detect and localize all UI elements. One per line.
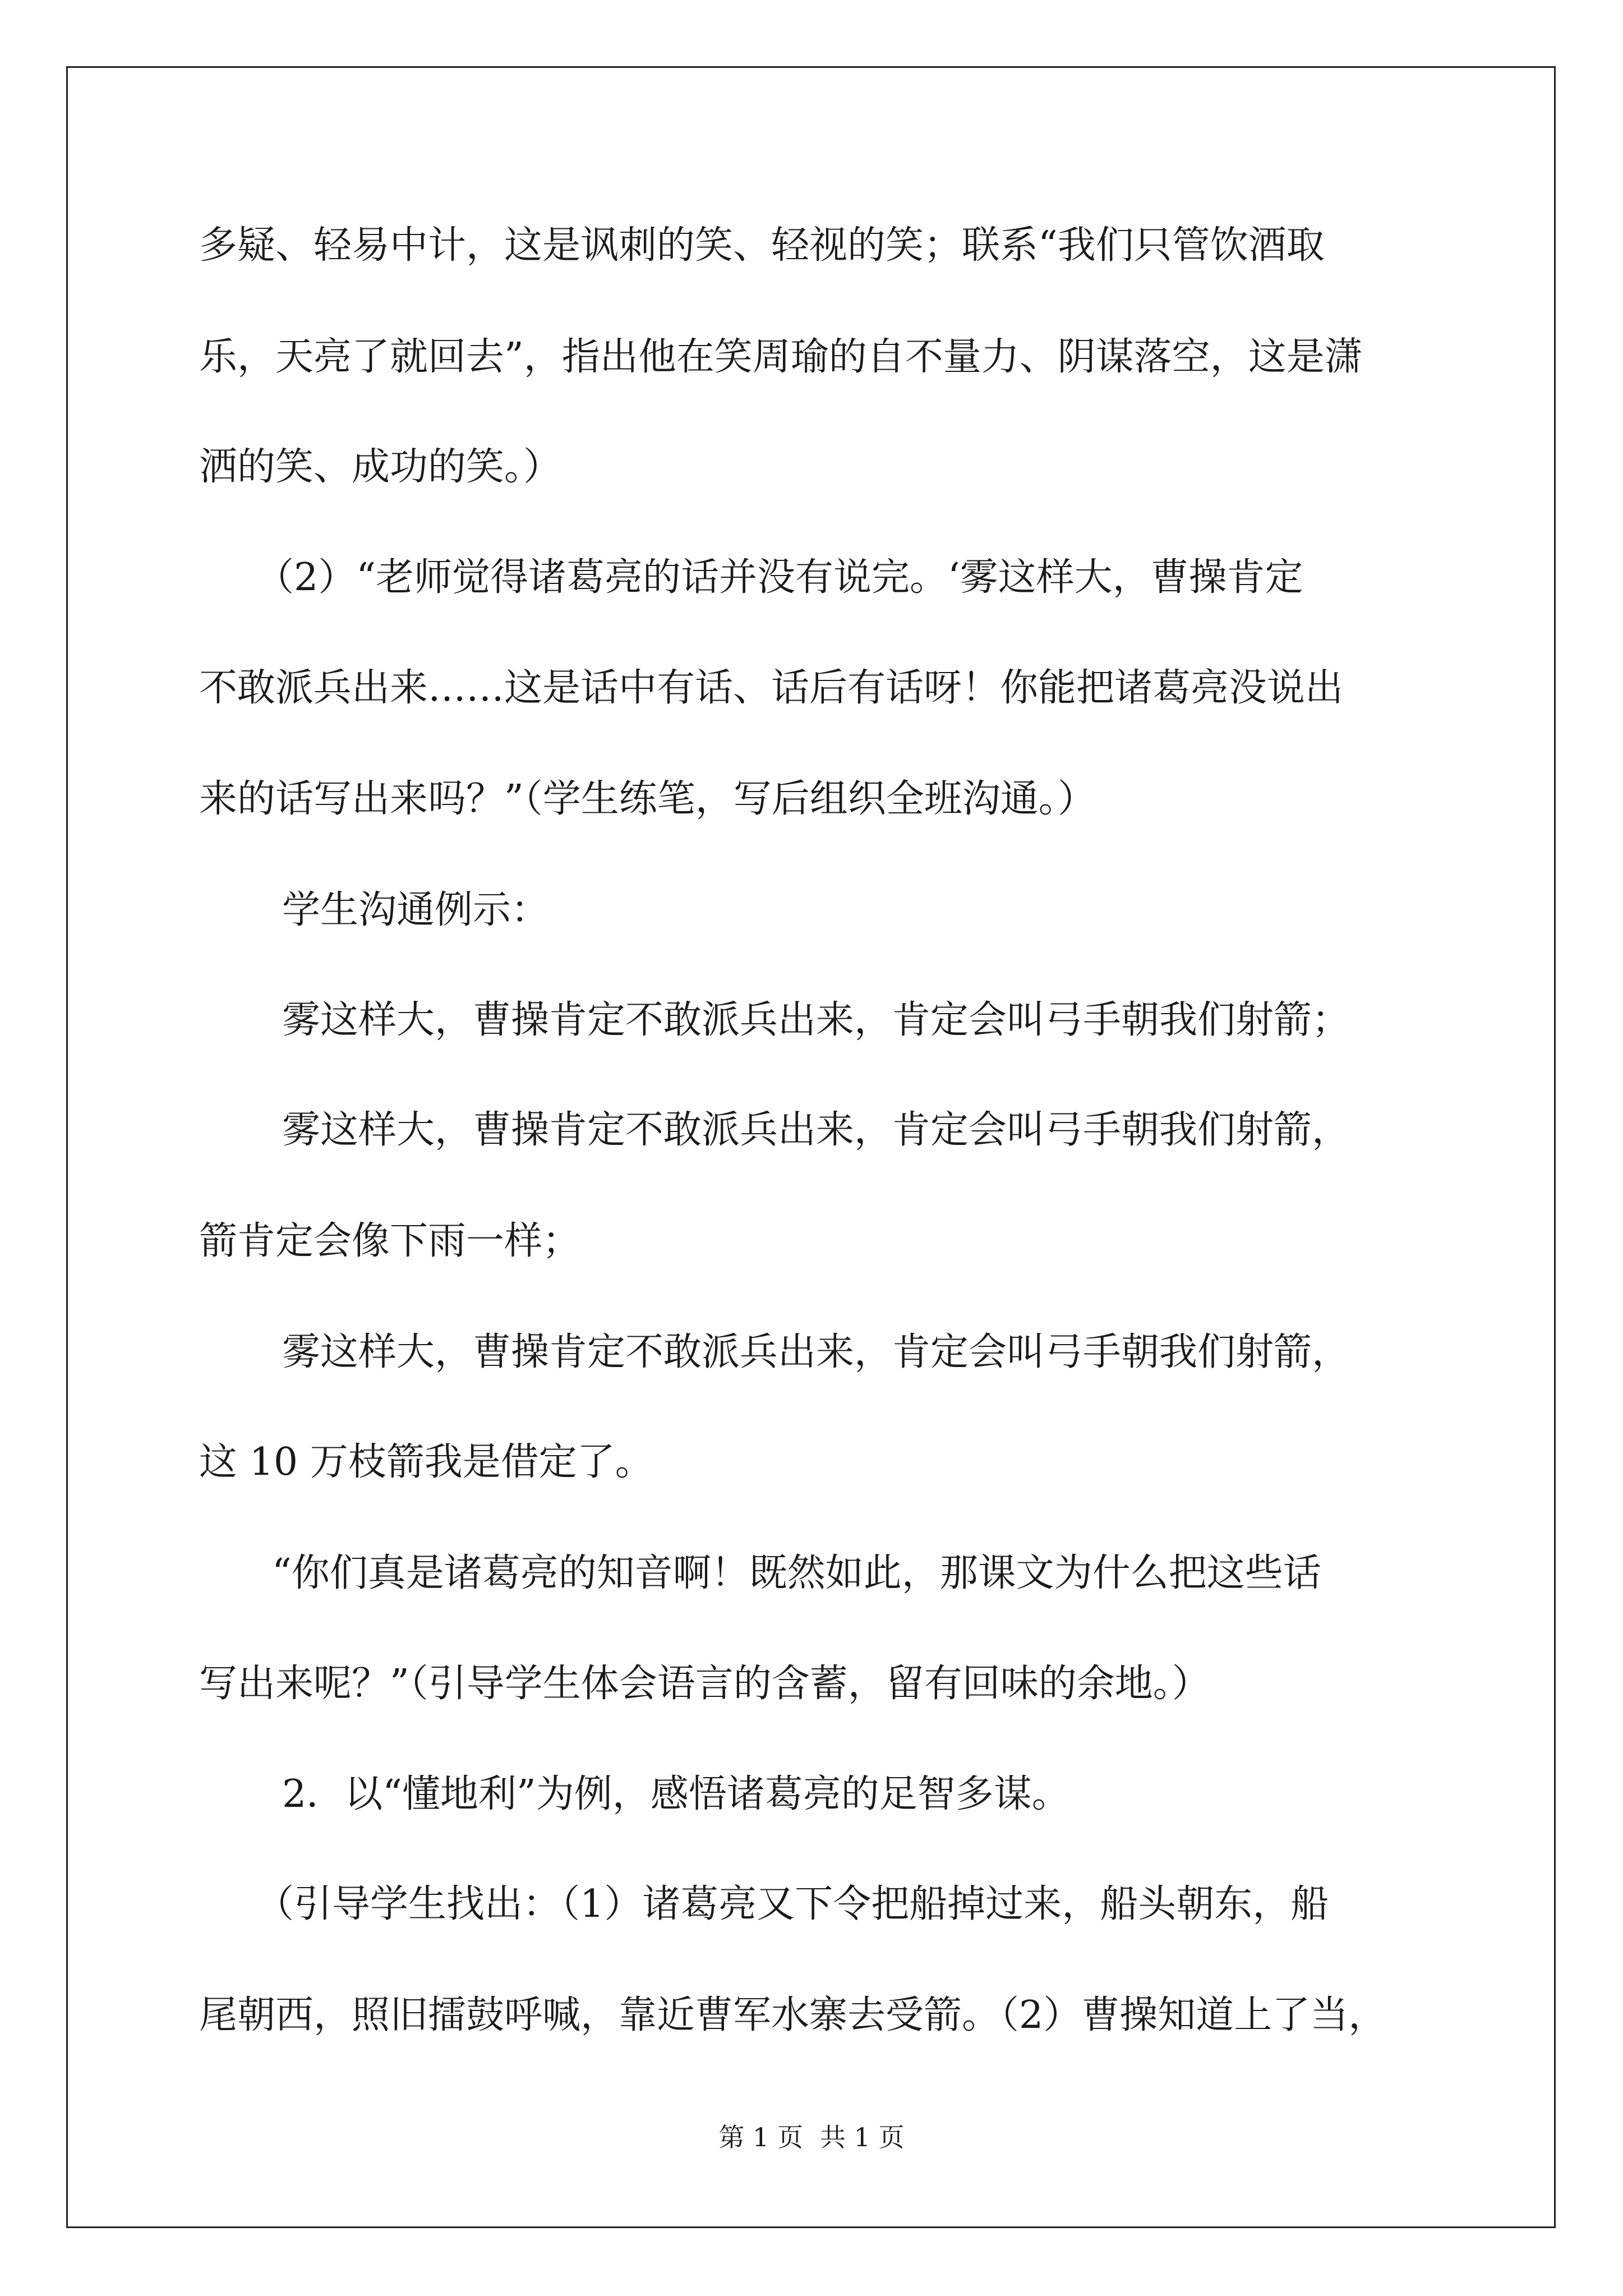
text-line: 写出来呢？”（引导学生体会语言的含蓄，留有回味的余地。） [199, 1662, 1210, 1706]
text-line: “你们真是诸葛亮的知音啊！既然如此，那课文为什么把这些话 [272, 1551, 1321, 1595]
text-line: 不敢派兵出来……这是话中有话、话后有话呀！你能把诸葛亮没说出 [199, 666, 1344, 710]
text-line: （引导学生找出：（1）诸葛亮又下令把船掉过来，船头朝东，船 [256, 1882, 1329, 1926]
text-line: 这 10 万枝箭我是借定了。 [199, 1440, 653, 1484]
text-line: 乐，天亮了就回去”，指出他在笑周瑜的自不量力、阴谋落空，这是潇 [199, 335, 1363, 379]
text-line: 雾这样大，曹操肯定不敢派兵出来，肯定会叫弓手朝我们射箭， [282, 1330, 1350, 1374]
text-line: 多疑、轻易中计，这是讽刺的笑、轻视的笑；联系“我们只管饮酒取 [199, 223, 1325, 268]
page-number-label: 第 1 页 [718, 2122, 803, 2152]
text-line: 尾朝西，照旧擂鼓呼喊，靠近曹军水寨去受箭。（2）曹操知道上了当， [199, 1993, 1387, 2037]
text-line: 雾这样大，曹操肯定不敢派兵出来，肯定会叫弓手朝我们射箭， [282, 1108, 1350, 1152]
text-line: （2）“老师觉得诸葛亮的话并没有说完。‘雾这样大，曹操肯定 [256, 555, 1303, 600]
text-line: 洒的笑、成功的笑。） [199, 445, 562, 489]
text-line: 学生沟通例示： [282, 888, 550, 932]
page-total-label: 共 1 页 [820, 2122, 905, 2152]
page-footer [0, 2120, 1623, 2154]
text-line: 雾这样大，曹操肯定不敢派兵出来，肯定会叫弓手朝我们射箭； [282, 998, 1350, 1042]
text-line: 箭肯定会像下雨一样； [199, 1219, 581, 1263]
text-line: 2．以“懂地利”为例，感悟诸葛亮的足智多谋。 [282, 1772, 1070, 1816]
text-line: 来的话写出来吗？”（学生练笔，写后组织全班沟通。） [199, 777, 1096, 821]
